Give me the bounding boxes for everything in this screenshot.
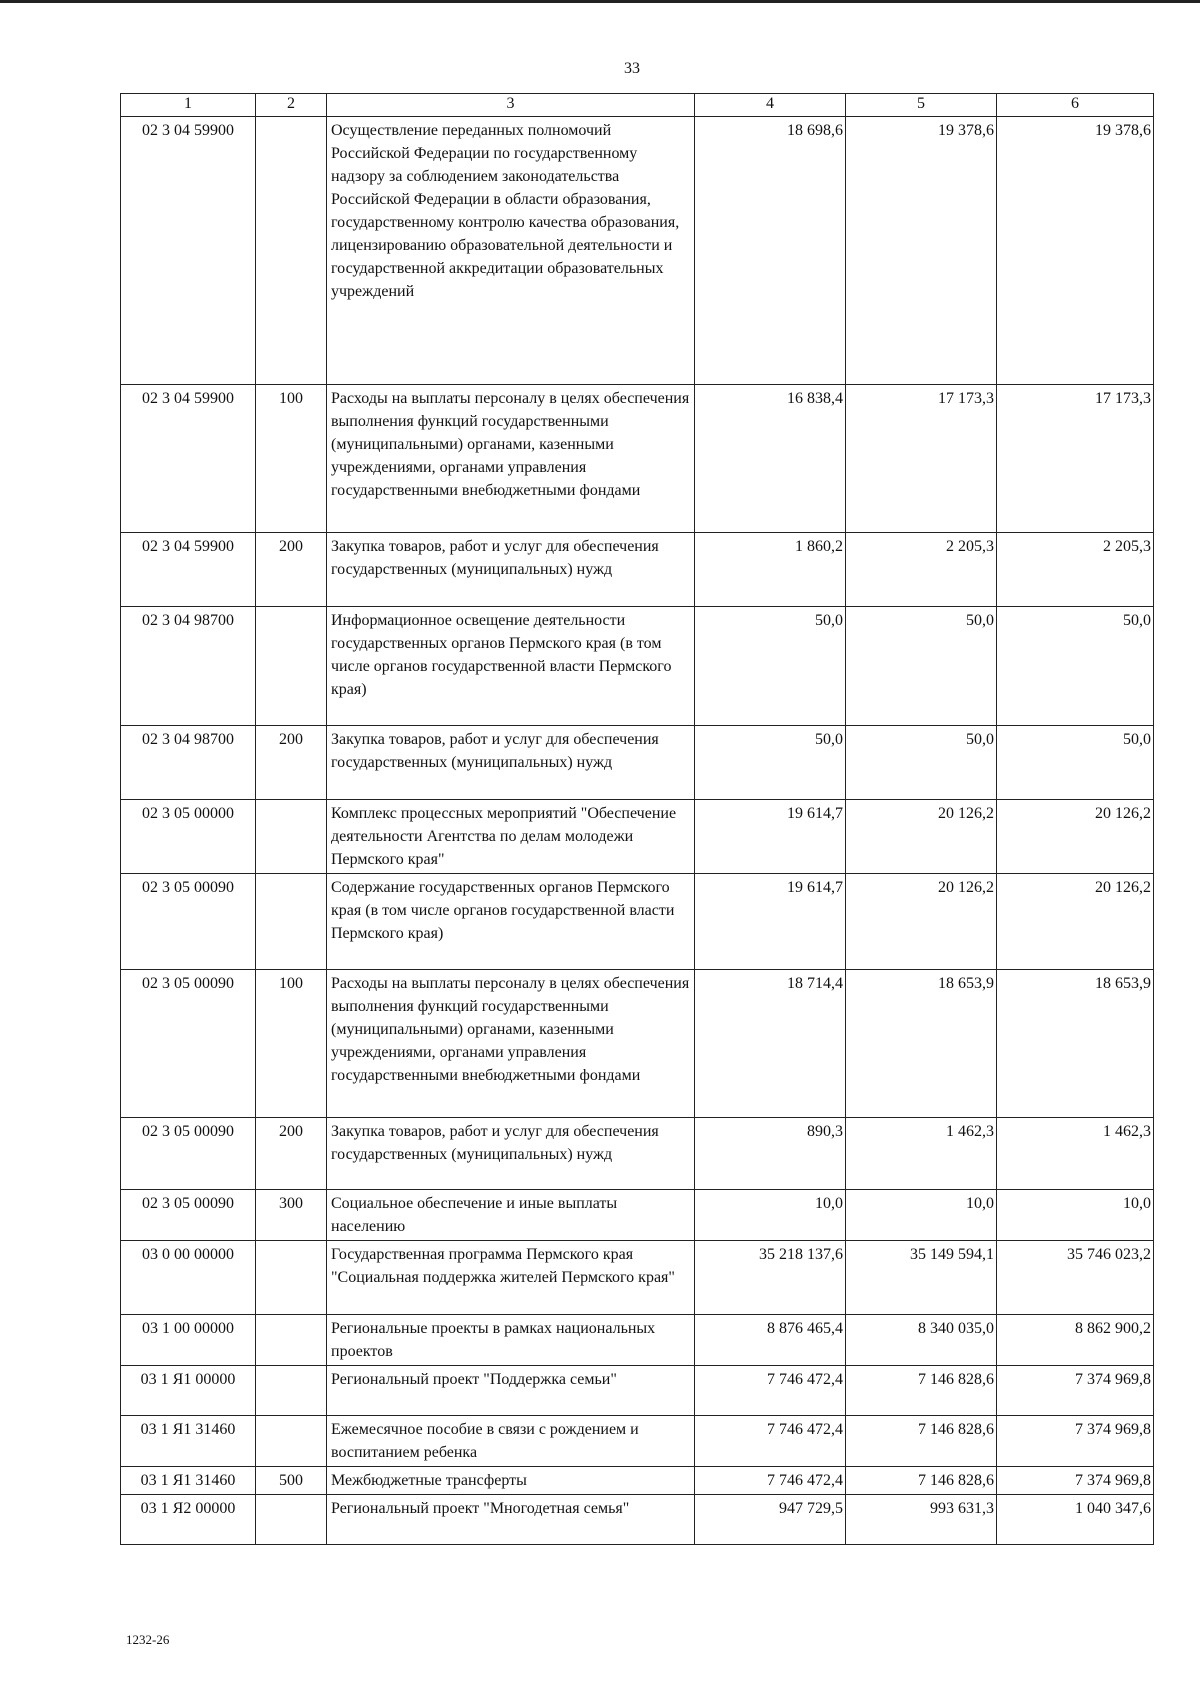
row-value-6: 7 374 969,8 bbox=[997, 1366, 1154, 1416]
row-expense-type: 100 bbox=[256, 385, 327, 533]
row-expense-type bbox=[256, 1315, 327, 1366]
row-value-5: 1 462,3 bbox=[846, 1118, 997, 1190]
row-expense-type bbox=[256, 1366, 327, 1416]
row-name: Расходы на выплаты персоналу в целях обеспечения выполнения функций государственными (муниципальными) органами, казенными учреждениями, органами управления государственными внебюджетными фондами bbox=[327, 385, 695, 533]
row-value-4: 7 746 472,4 bbox=[695, 1366, 846, 1416]
table-row bbox=[121, 1467, 1154, 1495]
row-value-5: 18 653,9 bbox=[846, 970, 997, 1118]
row-value-5: 50,0 bbox=[846, 607, 997, 726]
row-expense-type: 500 bbox=[256, 1467, 327, 1495]
row-expense-type bbox=[256, 800, 327, 874]
row-expense-type: 300 bbox=[256, 1190, 327, 1241]
col-header-1: 1 bbox=[121, 94, 256, 117]
row-name: Закупка товаров, работ и услуг для обеспечения государственных (муниципальных) нужд bbox=[327, 726, 695, 800]
row-name: Осуществление переданных полномочий Российской Федерации по государственному надзору за соблюдением законодательства Российской Федерации в области образования, государственному контролю качества образования, лицензированию образовательной деятельности и государственной аккредитации образовательных учреждений bbox=[327, 117, 695, 385]
col-header-6: 6 bbox=[997, 94, 1154, 117]
row-value-4: 16 838,4 bbox=[695, 385, 846, 533]
row-value-5: 7 146 828,6 bbox=[846, 1416, 997, 1467]
table-row bbox=[121, 1416, 1154, 1467]
page-number: 33 bbox=[624, 60, 640, 77]
table-row bbox=[121, 800, 1154, 874]
row-value-5: 8 340 035,0 bbox=[846, 1315, 997, 1366]
row-value-4: 947 729,5 bbox=[695, 1495, 846, 1545]
table-row bbox=[121, 533, 1154, 607]
budget-table bbox=[120, 93, 1154, 1545]
table-row bbox=[121, 607, 1154, 726]
row-name: Комплекс процессных мероприятий "Обеспечение деятельности Агентства по делам молодежи Пермского края" bbox=[327, 800, 695, 874]
row-expense-type bbox=[256, 607, 327, 726]
table-row bbox=[121, 1366, 1154, 1416]
row-code: 03 1 Я2 00000 bbox=[121, 1495, 256, 1545]
row-value-4: 50,0 bbox=[695, 607, 846, 726]
row-value-6: 50,0 bbox=[997, 726, 1154, 800]
row-code: 03 0 00 00000 bbox=[121, 1241, 256, 1315]
table-row bbox=[121, 726, 1154, 800]
row-code: 02 3 04 98700 bbox=[121, 726, 256, 800]
row-code: 02 3 04 59900 bbox=[121, 385, 256, 533]
row-value-4: 1 860,2 bbox=[695, 533, 846, 607]
table-row bbox=[121, 1241, 1154, 1315]
row-expense-type: 100 bbox=[256, 970, 327, 1118]
row-value-6: 50,0 bbox=[997, 607, 1154, 726]
row-name: Содержание государственных органов Пермского края (в том числе органов государственной власти Пермского края) bbox=[327, 874, 695, 970]
row-value-5: 17 173,3 bbox=[846, 385, 997, 533]
row-value-6: 20 126,2 bbox=[997, 800, 1154, 874]
table-row bbox=[121, 970, 1154, 1118]
row-expense-type bbox=[256, 1241, 327, 1315]
row-name: Социальное обеспечение и иные выплаты населению bbox=[327, 1190, 695, 1241]
row-value-4: 35 218 137,6 bbox=[695, 1241, 846, 1315]
row-expense-type bbox=[256, 1416, 327, 1467]
row-expense-type: 200 bbox=[256, 533, 327, 607]
row-name: Закупка товаров, работ и услуг для обеспечения государственных (муниципальных) нужд bbox=[327, 533, 695, 607]
row-value-6: 19 378,6 bbox=[997, 117, 1154, 385]
header-row bbox=[121, 94, 1154, 117]
table-row bbox=[121, 1315, 1154, 1366]
row-value-6: 7 374 969,8 bbox=[997, 1467, 1154, 1495]
row-value-6: 1 462,3 bbox=[997, 1118, 1154, 1190]
row-code: 02 3 04 59900 bbox=[121, 117, 256, 385]
row-value-5: 19 378,6 bbox=[846, 117, 997, 385]
table-row bbox=[121, 1118, 1154, 1190]
col-header-2: 2 bbox=[256, 94, 327, 117]
row-value-5: 50,0 bbox=[846, 726, 997, 800]
row-value-4: 19 614,7 bbox=[695, 800, 846, 874]
row-expense-type bbox=[256, 117, 327, 385]
row-value-4: 19 614,7 bbox=[695, 874, 846, 970]
row-value-6: 35 746 023,2 bbox=[997, 1241, 1154, 1315]
row-value-6: 7 374 969,8 bbox=[997, 1416, 1154, 1467]
row-value-5: 20 126,2 bbox=[846, 800, 997, 874]
row-name: Закупка товаров, работ и услуг для обеспечения государственных (муниципальных) нужд bbox=[327, 1118, 695, 1190]
row-code: 02 3 05 00090 bbox=[121, 874, 256, 970]
table-row bbox=[121, 385, 1154, 533]
row-code: 03 1 00 00000 bbox=[121, 1315, 256, 1366]
row-value-5: 993 631,3 bbox=[846, 1495, 997, 1545]
row-value-5: 2 205,3 bbox=[846, 533, 997, 607]
row-value-4: 890,3 bbox=[695, 1118, 846, 1190]
row-name: Ежемесячное пособие в связи с рождением и воспитанием ребенка bbox=[327, 1416, 695, 1467]
row-expense-type: 200 bbox=[256, 1118, 327, 1190]
row-name: Государственная программа Пермского края "Социальная поддержка жителей Пермского края" bbox=[327, 1241, 695, 1315]
table-row bbox=[121, 1495, 1154, 1545]
row-name: Информационное освещение деятельности государственных органов Пермского края (в том числе органов государственной власти Пермского края) bbox=[327, 607, 695, 726]
row-value-4: 10,0 bbox=[695, 1190, 846, 1241]
row-expense-type bbox=[256, 874, 327, 970]
row-code: 03 1 Я1 00000 bbox=[121, 1366, 256, 1416]
row-value-4: 18 714,4 bbox=[695, 970, 846, 1118]
row-value-6: 8 862 900,2 bbox=[997, 1315, 1154, 1366]
col-header-5: 5 bbox=[846, 94, 997, 117]
row-value-6: 17 173,3 bbox=[997, 385, 1154, 533]
row-expense-type bbox=[256, 1495, 327, 1545]
col-header-3: 3 bbox=[327, 94, 695, 117]
row-value-5: 7 146 828,6 bbox=[846, 1366, 997, 1416]
row-value-4: 7 746 472,4 bbox=[695, 1416, 846, 1467]
row-value-4: 50,0 bbox=[695, 726, 846, 800]
row-name: Межбюджетные трансферты bbox=[327, 1467, 695, 1495]
row-code: 02 3 05 00090 bbox=[121, 1190, 256, 1241]
row-name: Региональный проект "Многодетная семья" bbox=[327, 1495, 695, 1545]
row-code: 02 3 04 98700 bbox=[121, 607, 256, 726]
table-row bbox=[121, 117, 1154, 385]
row-value-4: 7 746 472,4 bbox=[695, 1467, 846, 1495]
row-value-4: 8 876 465,4 bbox=[695, 1315, 846, 1366]
row-value-6: 2 205,3 bbox=[997, 533, 1154, 607]
row-name: Расходы на выплаты персоналу в целях обеспечения выполнения функций государственными (муниципальными) органами, казенными учреждениями, органами управления государственными внебюджетными фондами bbox=[327, 970, 695, 1118]
row-value-5: 10,0 bbox=[846, 1190, 997, 1241]
row-code: 03 1 Я1 31460 bbox=[121, 1416, 256, 1467]
table-row bbox=[121, 1190, 1154, 1241]
row-code: 03 1 Я1 31460 bbox=[121, 1467, 256, 1495]
row-value-5: 7 146 828,6 bbox=[846, 1467, 997, 1495]
row-expense-type: 200 bbox=[256, 726, 327, 800]
row-value-6: 10,0 bbox=[997, 1190, 1154, 1241]
row-value-6: 1 040 347,6 bbox=[997, 1495, 1154, 1545]
row-code: 02 3 05 00090 bbox=[121, 1118, 256, 1190]
table-row bbox=[121, 874, 1154, 970]
row-value-6: 18 653,9 bbox=[997, 970, 1154, 1118]
row-value-4: 18 698,6 bbox=[695, 117, 846, 385]
row-name: Региональные проекты в рамках национальных проектов bbox=[327, 1315, 695, 1366]
row-code: 02 3 05 00090 bbox=[121, 970, 256, 1118]
row-value-6: 20 126,2 bbox=[997, 874, 1154, 970]
row-code: 02 3 05 00000 bbox=[121, 800, 256, 874]
row-code: 02 3 04 59900 bbox=[121, 533, 256, 607]
document-footer-code: 1232-26 bbox=[126, 1632, 170, 1647]
row-name: Региональный проект "Поддержка семьи" bbox=[327, 1366, 695, 1416]
scan-border bbox=[0, 0, 1200, 3]
col-header-4: 4 bbox=[695, 94, 846, 117]
row-value-5: 35 149 594,1 bbox=[846, 1241, 997, 1315]
row-value-5: 20 126,2 bbox=[846, 874, 997, 970]
